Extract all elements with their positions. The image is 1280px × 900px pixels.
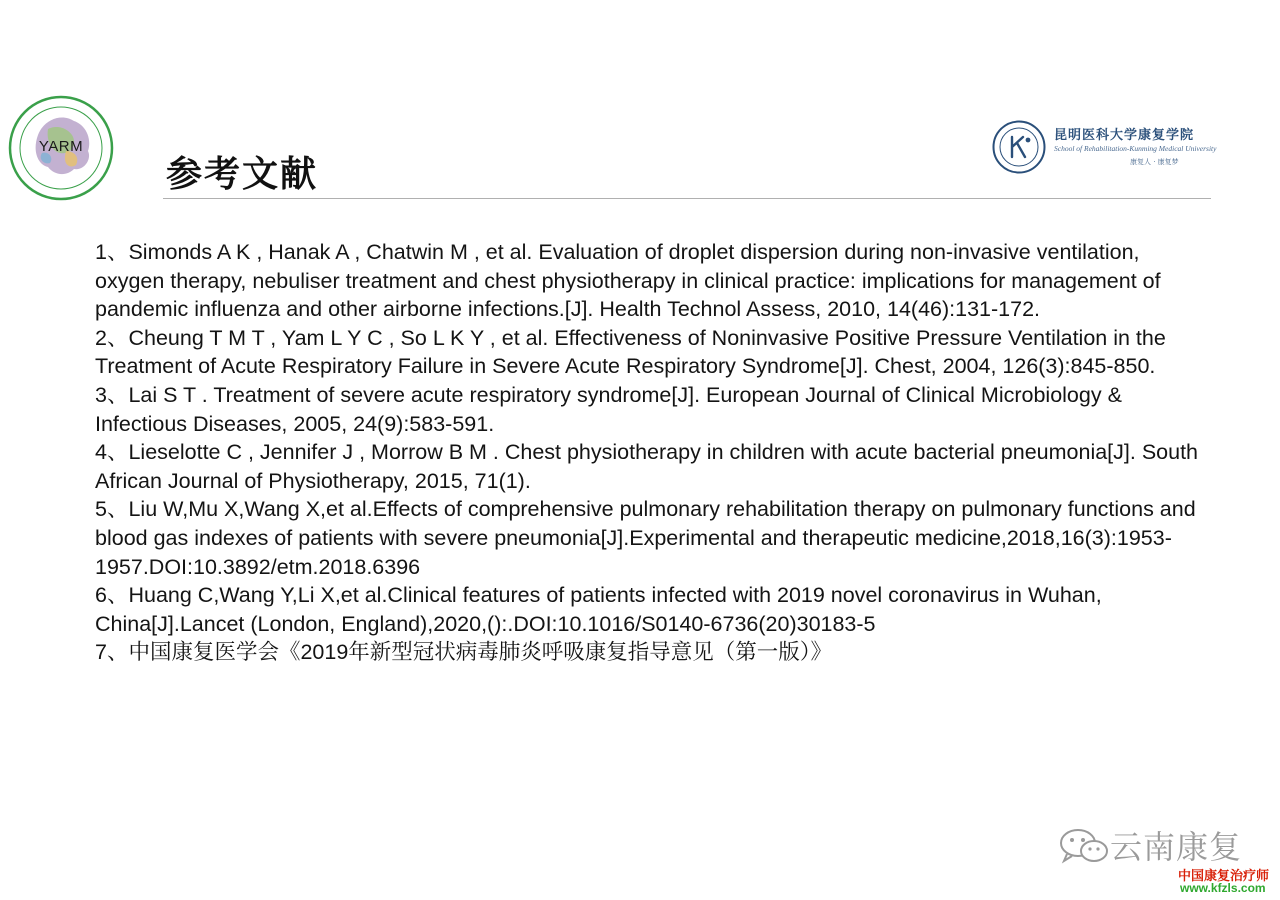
reference-item: 2、Cheung T M T , Yam L Y C , So L K Y , et al. Effectiveness of Noninvasive Positive Pressure Ventilation in the Treatment of Acute Respiratory Failure in Severe Acute Respiratory Syndrome[J]. Chest, 2004, 126(3):845-850. [95,325,1166,379]
yarm-logo-text: YARM [38,138,84,155]
reference-item: 7、中国康复医学会《2019年新型冠状病毒肺炎呼吸康复指导意见（第一版）》 [95,640,833,665]
school-emblem-icon [992,120,1046,174]
reference-item: 1、Simonds A K , Hanak A , Chatwin M , et al. Evaluation of droplet dispersion during non-invasive ventilation, oxygen therapy, nebuliser treatment and chest physiotherapy in clinical practice: implications for management of pandemic influenza and other airborne infections.[J]. Health Technol Assess, 2010, 14(46):131-172. [95,240,1161,322]
school-name: 昆明医科大学康复学院 [1054,128,1195,143]
reference-item: 5、Liu W,Mu X,Wang X,et al.Effects of comprehensive pulmonary rehabilitation therapy on pulmonary functions and blood gas indexes of patients with severe pneumonia[J].Experimental and therapeutic medicine,2018,16(3):1953-1957.DOI:10.3892/etm.2018.6396 [95,497,1196,579]
reference-item: 4、Lieselotte C , Jennifer J , Morrow B M . Chest physiotherapy in children with acute bacterial pneumonia[J]. South African Journal of Physiotherapy, 2015, 71(1). [95,440,1199,493]
header-divider [163,198,1211,199]
watermark-site-name: 中国康复治疗师 [1178,869,1270,884]
page-title: 参考文献 [166,154,319,195]
wechat-icon [1058,826,1110,866]
reference-list [95,238,1205,667]
school-motto: 康复人 · 康复梦 [1130,158,1179,166]
school-name-english: School of Rehabilitation-Kunming Medical University [1054,144,1217,153]
reference-item: 3、Lai S T . Treatment of severe acute respiratory syndrome[J]. European Journal of Clinical Microbiology & Infectious Diseases, 2005, 24(9):583-591. [95,382,1122,436]
watermark-channel-name: 云南康复 [1110,828,1243,866]
watermark-site-url[interactable]: www.kfzls.com [1180,881,1266,895]
reference-item: 6、Huang C,Wang Y,Li X,et al.Clinical features of patients infected with 2019 novel coronavirus in Wuhan, China[J].Lancet (London, England),2020,():.DOI:10.1016/S0140-6736(20)30183-5 [95,583,1102,636]
